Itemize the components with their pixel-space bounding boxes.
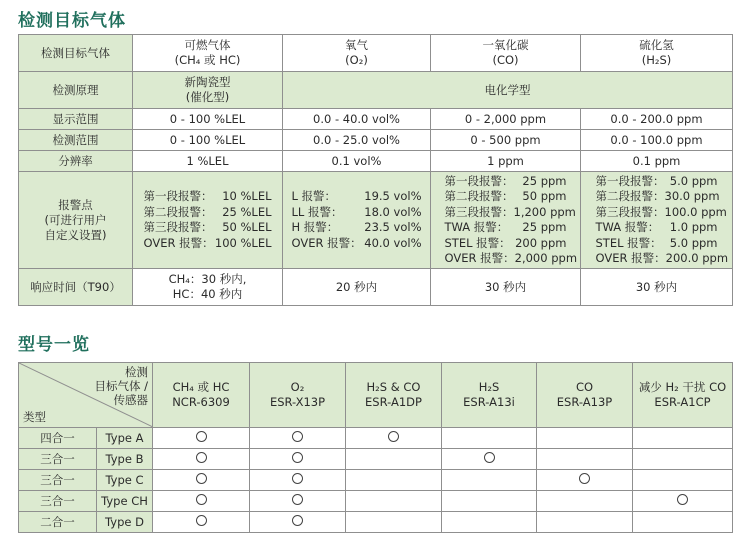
sensor-model: ESR-A13i xyxy=(463,395,515,409)
included-circle-icon xyxy=(196,473,207,484)
alarm-label xyxy=(19,172,133,269)
model-sensor-cell xyxy=(537,428,633,449)
alarm-entry-value: 19.5 vol% xyxy=(364,189,422,203)
model-category: 二合一 xyxy=(19,512,97,533)
alarm-entry xyxy=(596,189,718,205)
resolution-o2: 0.1 vol% xyxy=(283,151,431,172)
alarm-entry xyxy=(595,251,729,267)
sensor-model: ESR-X13P xyxy=(269,395,326,409)
model-type: Type CH xyxy=(97,491,153,512)
alarm-entry-value: 100.0 ppm xyxy=(664,204,727,219)
sensor-header-2 xyxy=(346,363,442,428)
detect-range-o2: 0.0 - 25.0 vol% xyxy=(283,130,431,151)
alarm-entry-value: 25 ppm xyxy=(522,220,567,234)
response-o2: 20 秒内 xyxy=(283,269,431,306)
resolution-row xyxy=(19,151,733,172)
model-sensor-cell xyxy=(442,470,537,491)
detect-range-row xyxy=(19,130,733,151)
alarm-entry xyxy=(292,236,422,252)
alarm-entry-value: 2,000 ppm xyxy=(514,251,578,265)
model-type: Type C xyxy=(97,470,153,491)
alarm-entry-value: 200 ppm xyxy=(515,235,567,250)
principle-label: 检测原理 xyxy=(19,72,133,109)
alarm-entry xyxy=(445,220,567,236)
alarm-entry-value: 50 %LEL xyxy=(222,220,272,234)
model-sensor-cell xyxy=(442,512,537,533)
included-circle-icon xyxy=(196,452,207,463)
sensor-header-3 xyxy=(442,363,537,428)
gas-header-h2s xyxy=(581,35,733,72)
model-sensor-cell xyxy=(346,449,442,470)
alarm-entry xyxy=(292,189,422,205)
principle-ch4 xyxy=(133,72,283,109)
model-rows xyxy=(19,428,733,533)
response-ch4 xyxy=(133,269,283,306)
gas-formula: (CO) xyxy=(492,53,519,67)
alarm-entry-label: OVER 报警： xyxy=(595,251,666,265)
gas-formula: (H₂S) xyxy=(641,53,672,67)
alarm-list-h2s xyxy=(595,173,729,267)
corner-top-line1: 检测 xyxy=(125,365,148,379)
spec-header-label: 检测目标气体 xyxy=(19,35,133,72)
alarm-entry-label: 第三段报警： xyxy=(143,220,213,234)
included-circle-icon xyxy=(292,515,303,526)
model-category: 四合一 xyxy=(19,428,97,449)
spec-section-title: 检测目标气体 xyxy=(18,11,126,31)
alarm-entry-value: 10 %LEL xyxy=(222,189,272,203)
principle-ch4-line1: 新陶瓷型 xyxy=(184,75,231,89)
alarm-entry xyxy=(144,205,272,221)
corner-bottom-label: 类型 xyxy=(23,410,46,424)
model-row xyxy=(19,491,733,512)
alarm-entry xyxy=(444,251,578,267)
alarm-entry xyxy=(144,189,272,205)
response-ch4-line1: CH₄：30 秒内, xyxy=(168,272,247,286)
gas-formula: (O₂) xyxy=(345,53,368,67)
spec-table xyxy=(18,34,733,306)
alarm-entry-value: 5.0 ppm xyxy=(669,173,718,188)
principle-row xyxy=(19,72,733,109)
model-sensor-cell xyxy=(153,491,250,512)
alarm-list-o2 xyxy=(292,189,422,251)
models-section-title: 型号一览 xyxy=(18,335,90,355)
alarm-entry xyxy=(596,174,718,190)
alarm-entry-label: LL 报警： xyxy=(291,204,343,219)
model-sensor-cell xyxy=(633,470,733,491)
corner-top-line2: 目标气体 / xyxy=(94,379,148,393)
gas-name: 硫化氢 xyxy=(639,38,674,52)
alarm-entry-label: 第二段报警： xyxy=(143,204,213,219)
alarm-entry-label: 第一段报警： xyxy=(143,189,213,203)
model-sensor-cell xyxy=(442,491,537,512)
model-sensor-cell xyxy=(537,491,633,512)
included-circle-icon xyxy=(196,515,207,526)
response-co: 30 秒内 xyxy=(431,269,581,306)
model-sensor-cell xyxy=(346,428,442,449)
sensor-header-4 xyxy=(537,363,633,428)
detect-range-co: 0 - 500 ppm xyxy=(431,130,581,151)
alarm-entry-label: 第三段报警： xyxy=(595,204,665,219)
sensor-model: NCR-6309 xyxy=(172,395,230,409)
resolution-ch4: 1 %LEL xyxy=(133,151,283,172)
included-circle-icon xyxy=(196,431,207,442)
alarm-entry-value: 25 ppm xyxy=(522,173,567,188)
detect-range-h2s: 0.0 - 100.0 ppm xyxy=(581,130,733,151)
model-type: Type B xyxy=(97,449,153,470)
model-sensor-cell xyxy=(153,470,250,491)
model-sensor-cell xyxy=(346,491,442,512)
model-row xyxy=(19,470,733,491)
model-row xyxy=(19,512,733,533)
alarm-entry xyxy=(292,220,422,236)
alarm-entry xyxy=(144,220,272,236)
model-sensor-cell xyxy=(250,449,346,470)
alarm-entry-label: STEL 报警： xyxy=(595,235,662,250)
sensor-header-5 xyxy=(633,363,733,428)
included-circle-icon xyxy=(388,431,399,442)
model-category: 三合一 xyxy=(19,470,97,491)
detect-range-label: 检测范围 xyxy=(19,130,133,151)
gas-name: 可燃气体 xyxy=(184,38,231,52)
corner-top-line3: 传感器 xyxy=(113,393,148,407)
included-circle-icon xyxy=(292,431,303,442)
alarm-entry xyxy=(596,220,718,236)
model-type: Type A xyxy=(97,428,153,449)
alarm-entry xyxy=(144,236,272,252)
alarm-entry-label: 第三段报警： xyxy=(444,204,514,219)
alarm-entry-value: 40.0 vol% xyxy=(364,235,422,250)
response-row xyxy=(19,269,733,306)
model-row xyxy=(19,428,733,449)
sensor-header-0 xyxy=(153,363,250,428)
alarm-entry-label: 第一段报警： xyxy=(444,173,514,188)
display-range-ch4: 0 - 100 %LEL xyxy=(133,109,283,130)
alarm-entry-value: 50 ppm xyxy=(522,189,567,203)
model-sensor-cell xyxy=(633,428,733,449)
sensor-model: ESR-A1CP xyxy=(654,395,711,409)
alarm-entry-label: TWA 报警： xyxy=(595,220,660,234)
alarm-co xyxy=(431,172,581,269)
model-sensor-cell xyxy=(442,428,537,449)
alarm-entry xyxy=(445,174,567,190)
alarm-ch4 xyxy=(133,172,283,269)
alarm-label-line3: 自定义设置) xyxy=(44,227,107,242)
model-sensor-cell xyxy=(346,512,442,533)
alarm-entry-label: L 报警： xyxy=(291,189,337,203)
model-type: Type D xyxy=(97,512,153,533)
alarm-entry-value: 200.0 ppm xyxy=(665,251,729,265)
alarm-entry xyxy=(445,189,567,205)
gas-header-o2 xyxy=(283,35,431,72)
alarm-entry-value: 100 %LEL xyxy=(214,235,272,250)
alarm-entry-label: STEL 报警： xyxy=(444,235,511,250)
included-circle-icon xyxy=(579,473,590,484)
sensor-gas: H₂S & CO xyxy=(366,380,421,394)
alarm-entry-value: 23.5 vol% xyxy=(364,220,422,234)
included-circle-icon xyxy=(292,494,303,505)
response-h2s: 30 秒内 xyxy=(581,269,733,306)
detect-range-ch4: 0 - 100 %LEL xyxy=(133,130,283,151)
gas-name: 一氧化碳 xyxy=(482,38,529,52)
model-sensor-cell xyxy=(250,491,346,512)
alarm-label-line1: 报警点 xyxy=(58,197,93,212)
alarm-entry-value: 18.0 vol% xyxy=(364,204,422,219)
sensor-gas: CO xyxy=(575,380,594,394)
model-sensor-cell xyxy=(250,428,346,449)
model-sensor-cell xyxy=(633,512,733,533)
alarm-entry xyxy=(445,236,567,252)
response-label: 响应时间（T90） xyxy=(19,269,133,306)
gas-header-ch4 xyxy=(133,35,283,72)
alarm-entry-value: 25 %LEL xyxy=(222,204,272,219)
model-sensor-cell xyxy=(153,428,250,449)
included-circle-icon xyxy=(484,452,495,463)
model-category: 三合一 xyxy=(19,449,97,470)
alarm-entry-value: 1.0 ppm xyxy=(669,220,718,234)
gas-formula: (CH₄ 或 HC) xyxy=(174,53,241,67)
resolution-h2s: 0.1 ppm xyxy=(581,151,733,172)
sensor-header-1 xyxy=(250,363,346,428)
model-sensor-cell xyxy=(250,470,346,491)
gas-name: 氧气 xyxy=(345,38,368,52)
alarm-list-co xyxy=(444,173,578,267)
alarm-entry-label: 第一段报警： xyxy=(595,173,665,188)
alarm-h2s xyxy=(581,172,733,269)
alarm-entry-value: 30.0 ppm xyxy=(664,189,720,203)
response-ch4-line2: HC：40 秒内 xyxy=(172,287,243,301)
included-circle-icon xyxy=(677,494,688,505)
display-range-co: 0 - 2,000 ppm xyxy=(431,109,581,130)
sensor-gas: H₂S xyxy=(478,380,500,394)
model-sensor-cell xyxy=(153,512,250,533)
display-range-o2: 0.0 - 40.0 vol% xyxy=(283,109,431,130)
display-range-row xyxy=(19,109,733,130)
included-circle-icon xyxy=(292,452,303,463)
resolution-label: 分辨率 xyxy=(19,151,133,172)
model-row xyxy=(19,449,733,470)
corner-top-label xyxy=(94,365,148,407)
model-sensor-cell xyxy=(537,449,633,470)
alarm-entry-value: 1,200 ppm xyxy=(513,204,576,219)
models-header-row xyxy=(19,363,733,428)
alarm-entry-label: 第二段报警： xyxy=(444,189,514,203)
alarm-o2 xyxy=(283,172,431,269)
model-sensor-cell xyxy=(153,449,250,470)
alarm-entry-label: TWA 报警： xyxy=(444,220,509,234)
alarm-row xyxy=(19,172,733,269)
sensor-gas: CH₄ 或 HC xyxy=(172,380,230,394)
sensor-gas: O₂ xyxy=(290,380,305,394)
sensor-model: ESR-A1DP xyxy=(365,395,422,409)
model-category: 三合一 xyxy=(19,491,97,512)
spec-header-row xyxy=(19,35,733,72)
models-table xyxy=(18,362,733,533)
included-circle-icon xyxy=(292,473,303,484)
display-range-h2s: 0.0 - 200.0 ppm xyxy=(581,109,733,130)
resolution-co: 1 ppm xyxy=(431,151,581,172)
model-sensor-cell xyxy=(537,512,633,533)
sensor-gas: 减少 H₂ 干扰 CO xyxy=(638,380,727,394)
principle-ch4-line2: (催化型) xyxy=(185,90,230,104)
model-sensor-cell xyxy=(537,470,633,491)
gas-header-co xyxy=(431,35,581,72)
alarm-entry-label: 第二段报警： xyxy=(595,189,665,203)
alarm-entry xyxy=(595,204,727,221)
alarm-entry-label: OVER 报警： xyxy=(291,235,362,250)
included-circle-icon xyxy=(196,494,207,505)
alarm-entry xyxy=(292,205,422,221)
model-sensor-cell xyxy=(442,449,537,470)
models-corner-cell xyxy=(19,363,153,428)
model-sensor-cell xyxy=(346,470,442,491)
model-sensor-cell xyxy=(633,491,733,512)
alarm-entry-label: H 报警： xyxy=(291,220,339,234)
model-sensor-cell xyxy=(633,449,733,470)
alarm-label-line2: (可进行用户 xyxy=(44,212,107,227)
alarm-entry-label: OVER 报警： xyxy=(444,251,515,265)
alarm-entry xyxy=(596,236,718,252)
alarm-entry-value: 5.0 ppm xyxy=(669,235,718,250)
sensor-model: ESR-A13P xyxy=(556,395,613,409)
model-sensor-cell xyxy=(250,512,346,533)
alarm-entry xyxy=(444,204,576,221)
alarm-entry-label: OVER 报警： xyxy=(143,235,214,250)
alarm-list-ch4 xyxy=(144,189,272,251)
principle-others: 电化学型 xyxy=(283,72,733,109)
display-range-label: 显示范围 xyxy=(19,109,133,130)
